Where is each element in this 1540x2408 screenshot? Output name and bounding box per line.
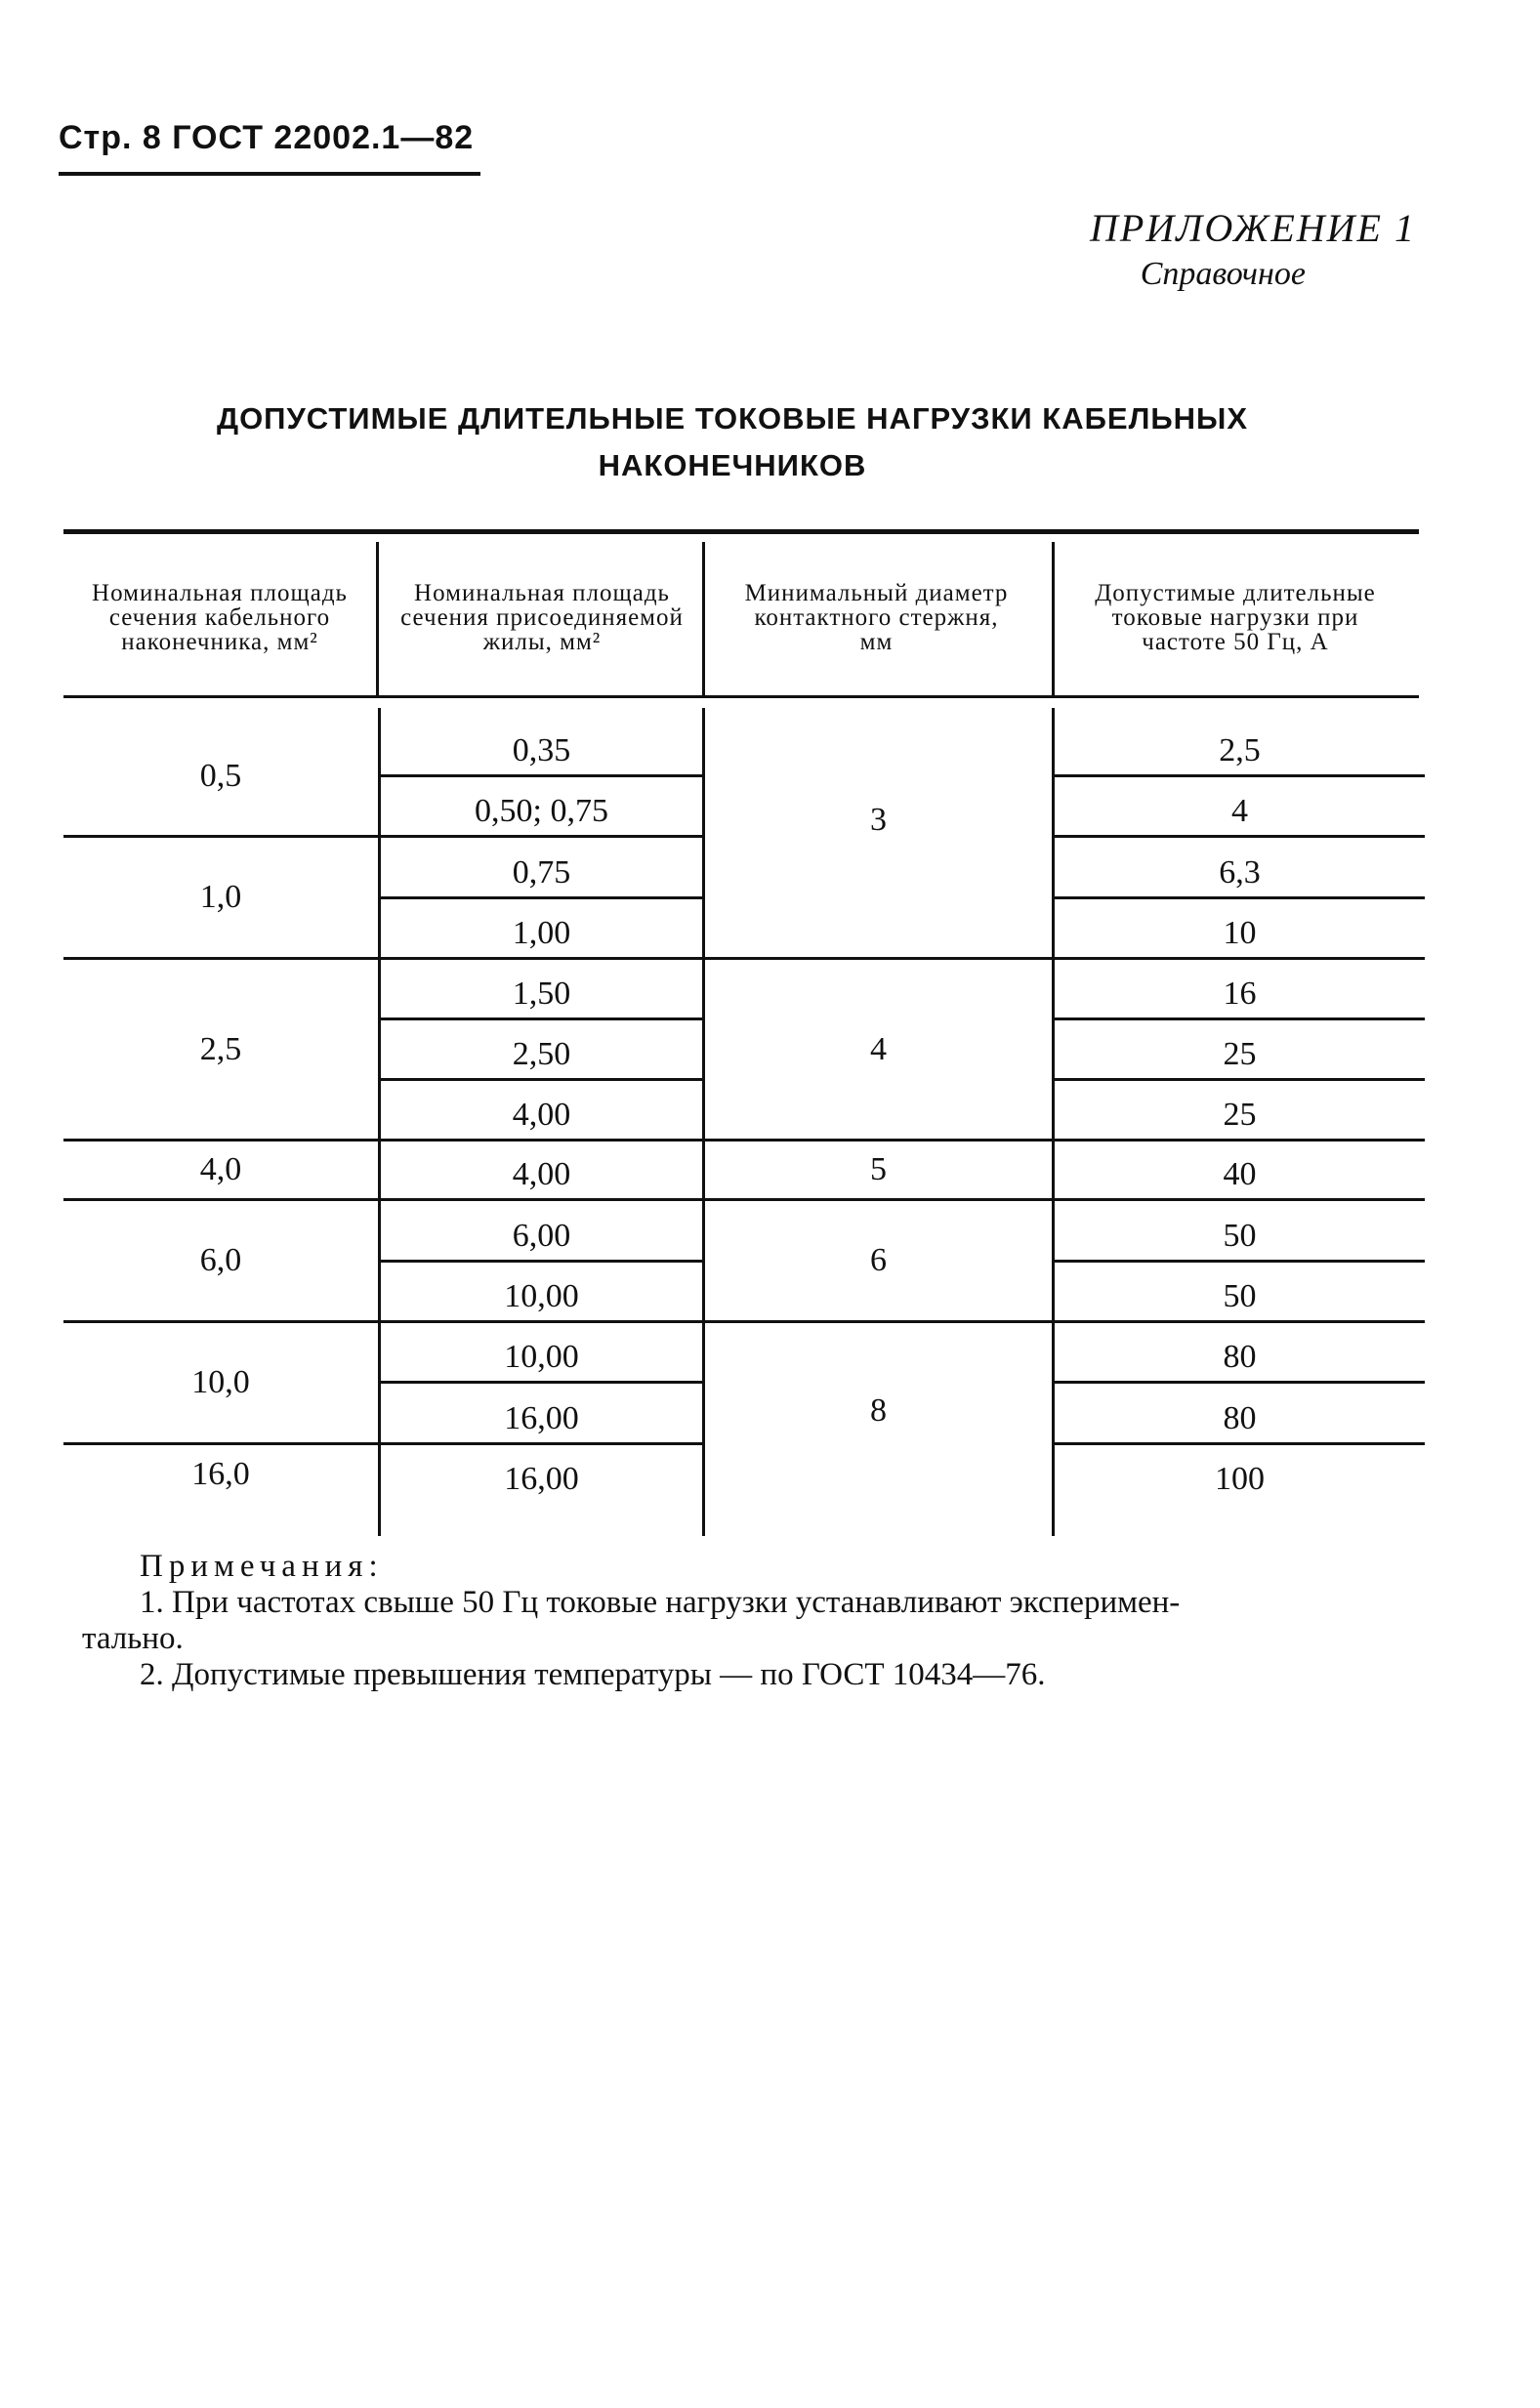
note-item: 2. Допустимые превышения температуры — по ГОСТ 10434—76. xyxy=(140,1657,1046,1692)
note-item: тально. xyxy=(82,1621,184,1656)
row-rule xyxy=(1055,1198,1425,1201)
row-rule xyxy=(1055,774,1425,777)
table-cell: 80 xyxy=(1223,1399,1257,1436)
table-cell: 0,35 xyxy=(512,732,571,768)
table-cell: 16,00 xyxy=(504,1461,579,1497)
table-cell: 25 xyxy=(1223,1035,1257,1072)
table-cell: 40 xyxy=(1223,1155,1257,1192)
table-cell: 10 xyxy=(1223,914,1257,951)
row-rule xyxy=(381,1198,702,1201)
row-rule xyxy=(381,1381,702,1384)
column-header: Номинальная площадь сечения кабельного наконечника, мм² xyxy=(92,580,348,655)
column-header: Допустимые длительные токовые нагрузки при частоте 50 Гц, А xyxy=(1095,580,1376,655)
row-rule xyxy=(1055,1320,1425,1323)
table-cell: 50 xyxy=(1223,1217,1257,1254)
document-title: ДОПУСТИМЫЕ ДЛИТЕЛЬНЫЕ ТОКОВЫЕ НАГРУЗКИ КАБЕЛЬНЫХ НАКОНЕЧНИКОВ xyxy=(216,401,1249,482)
row-rule xyxy=(1055,896,1425,899)
table-cell: 10,0 xyxy=(191,1364,250,1400)
table-cell: 100 xyxy=(1215,1461,1265,1497)
row-rule xyxy=(1055,957,1425,960)
column-header: Минимальный диаметр контактного стержня, мм xyxy=(744,580,1009,655)
table-cell: 3 xyxy=(870,802,887,838)
row-rule xyxy=(1055,1381,1425,1384)
column-header: Номинальная площадь сечения присоединяемой жилы, мм² xyxy=(400,580,684,655)
table-cell: 0,50; 0,75 xyxy=(475,792,608,829)
table-cell: 6,0 xyxy=(199,1242,242,1278)
table-cell: 50 xyxy=(1223,1277,1257,1314)
table-cell: 16 xyxy=(1223,975,1257,1012)
row-rule xyxy=(381,1442,702,1445)
table-cell: 5 xyxy=(870,1151,887,1187)
row-rule xyxy=(381,1260,702,1263)
row-rule xyxy=(381,1320,702,1323)
table-top-rule xyxy=(63,529,1419,534)
table-cell: 1,50 xyxy=(512,975,571,1012)
row-rule xyxy=(1055,1442,1425,1445)
page-label: Стр. 8 xyxy=(59,119,162,156)
table-cell: 4 xyxy=(1231,792,1248,829)
header-divider xyxy=(1052,542,1055,695)
row-rule xyxy=(381,1017,702,1020)
row-rule xyxy=(705,1320,1052,1323)
row-rule xyxy=(381,1078,702,1081)
row-rule xyxy=(381,1139,702,1142)
row-rule xyxy=(1055,1078,1425,1081)
table-cell: 16,0 xyxy=(191,1456,250,1492)
table-cell: 80 xyxy=(1223,1338,1257,1375)
row-rule xyxy=(1055,1139,1425,1142)
table-cell: 1,0 xyxy=(199,879,242,915)
table-cell: 4,0 xyxy=(199,1151,242,1187)
table-cell: 2,5 xyxy=(199,1030,242,1067)
table-cell: 4 xyxy=(870,1031,887,1067)
header-divider xyxy=(702,542,705,695)
table-cell: 6,00 xyxy=(512,1217,571,1254)
table-cell: 4,00 xyxy=(512,1155,571,1192)
row-rule xyxy=(1055,835,1425,838)
table-cell: 6,3 xyxy=(1219,853,1261,891)
table-cell: 10,00 xyxy=(504,1338,579,1375)
row-rule xyxy=(381,835,702,838)
row-rule xyxy=(381,774,702,777)
notes-title: Примечания: xyxy=(140,1549,384,1584)
note-item: 1. При частотах свыше 50 Гц токовые нагрузки устанавливают эксперимен- xyxy=(140,1585,1181,1620)
row-rule xyxy=(381,896,702,899)
table-cell: 4,00 xyxy=(512,1096,571,1133)
standard-number: ГОСТ 22002.1—82 xyxy=(172,119,475,156)
row-rule xyxy=(1055,1017,1425,1020)
table-cell: 6 xyxy=(870,1242,887,1278)
table-cell: 16,00 xyxy=(504,1399,579,1436)
table-cell: 10,00 xyxy=(504,1277,579,1314)
row-rule xyxy=(1055,1260,1425,1263)
header-divider xyxy=(376,542,379,695)
appendix-subtitle: Справочное xyxy=(1140,256,1306,292)
table-cell: 2,50 xyxy=(512,1035,571,1072)
table-cell: 0,75 xyxy=(512,853,571,891)
table-cell: 8 xyxy=(870,1392,887,1429)
table-cell: 0,5 xyxy=(199,758,242,794)
appendix-title: ПРИЛОЖЕНИЕ 1 xyxy=(1090,206,1416,250)
header-bottom-rule xyxy=(63,695,1419,698)
table-cell: 25 xyxy=(1223,1096,1257,1133)
table-cell: 1,00 xyxy=(512,914,571,951)
row-rule xyxy=(381,957,702,960)
row-rule xyxy=(705,957,1052,960)
table-cell: 2,5 xyxy=(1219,732,1261,768)
